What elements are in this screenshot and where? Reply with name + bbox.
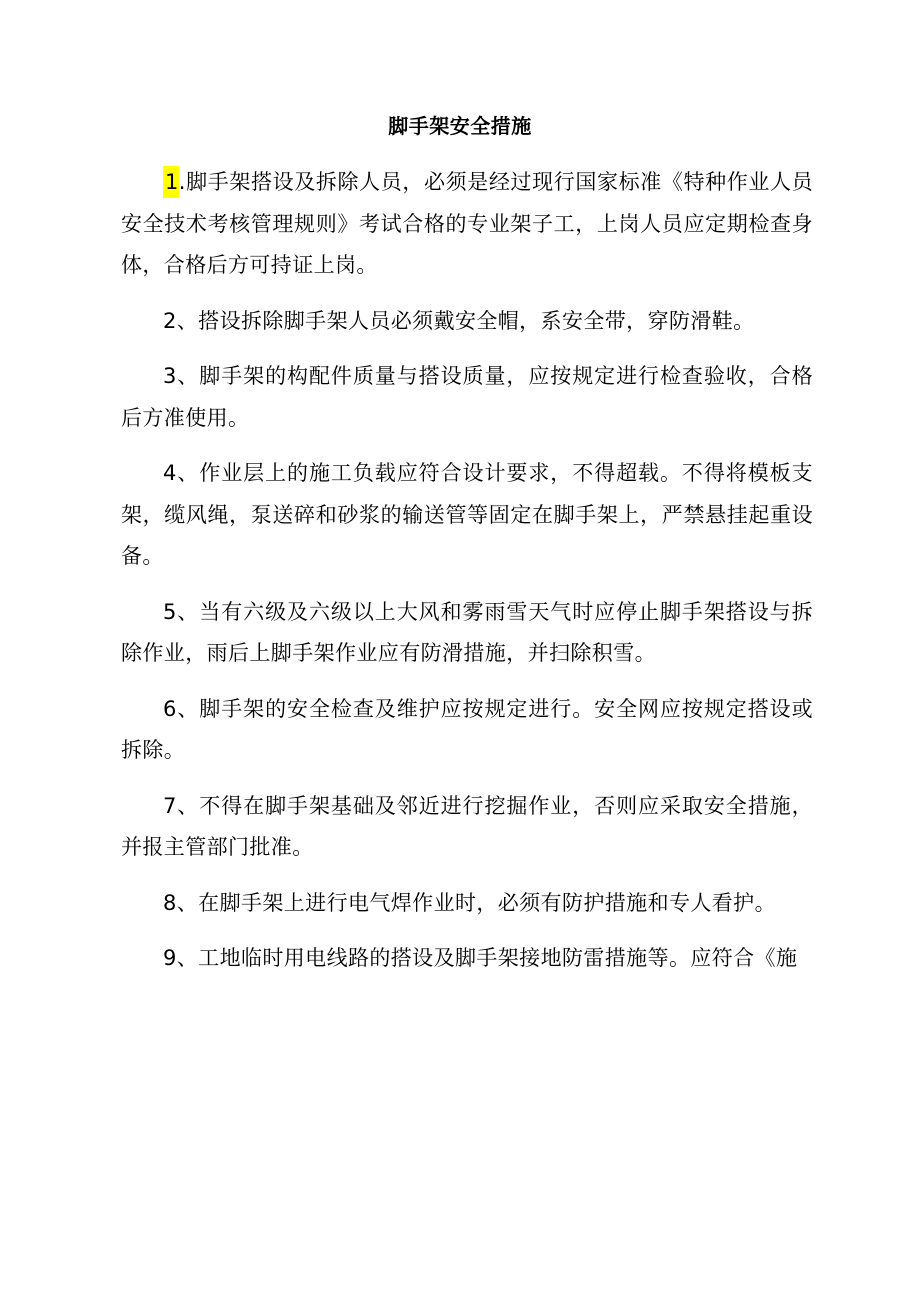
item-separator: 、 <box>176 890 199 915</box>
paragraph-9 <box>121 938 813 980</box>
item-separator: 、 <box>176 946 199 970</box>
highlighted-item-number: 1 <box>163 166 179 198</box>
paragraph-text: 不得在脚手架基础及邻近进行挖掘作业，否则应采取安全措施，并报主管部门批准。 <box>121 793 813 859</box>
item-number: 4 <box>163 461 177 485</box>
paragraph-3 <box>121 356 813 439</box>
paragraph-text: 搭设拆除脚手架人员必须戴安全帽，系安全带，穿防滑鞋。 <box>198 308 755 333</box>
paragraph-text: 作业层上的施工负载应符合设计要求，不得超载。不得将模板支架，缆风绳，泵送碎和砂浆的输送管等固定在脚手架上，严禁悬挂起重设备。 <box>121 461 813 568</box>
item-number: 7 <box>163 793 177 818</box>
item-number: 2 <box>163 308 177 333</box>
paragraph-text: 脚手架的构配件质量与搭设质量，应按规定进行检查验收，合格后方准使用。 <box>121 364 813 430</box>
document-title: 脚手架安全措施 <box>388 114 532 138</box>
paragraph-text: 当有六级及六级以上大风和雾雨雪天气时应停止脚手架搭设与拆除作业，雨后上脚手架作业应有防滑措施，并扫除积雪。 <box>121 599 813 665</box>
item-number: 3 <box>163 364 177 388</box>
paragraph-6 <box>121 689 813 772</box>
item-separator: 、 <box>176 364 200 388</box>
paragraph-8 <box>121 883 813 925</box>
document-body <box>121 162 813 994</box>
item-separator: . <box>178 170 186 194</box>
paragraph-5 <box>121 592 813 675</box>
item-number: 8 <box>163 890 177 915</box>
paragraph-7 <box>121 786 813 869</box>
paragraph-4 <box>121 453 813 578</box>
item-number: 9 <box>163 946 177 970</box>
paragraph-text: 工地临时用电线路的搭设及脚手架接地防雷措施等。应符合《施 <box>198 946 798 970</box>
paragraph-text: 在脚手架上进行电气焊作业时，必须有防护措施和专人看护。 <box>198 890 776 915</box>
paragraph-2 <box>121 301 813 343</box>
item-number: 5 <box>163 599 177 624</box>
item-separator: 、 <box>176 696 200 721</box>
item-separator: 、 <box>176 599 200 624</box>
item-separator: 、 <box>176 793 200 818</box>
item-number: 6 <box>163 696 177 721</box>
item-separator: 、 <box>176 308 199 333</box>
paragraph-1 <box>121 162 813 287</box>
paragraph-text: 脚手架的安全检查及维护应按规定进行。安全网应按规定搭设或拆除。 <box>121 696 813 762</box>
paragraph-text: 脚手架搭设及拆除人员，必须是经过现行国家标准《特种作业人员安全技术考核管理规则》考试合格的专业架子工，上岗人员应定期检查身体，合格后方可持证上岗。 <box>121 170 813 277</box>
item-separator: 、 <box>176 461 200 485</box>
